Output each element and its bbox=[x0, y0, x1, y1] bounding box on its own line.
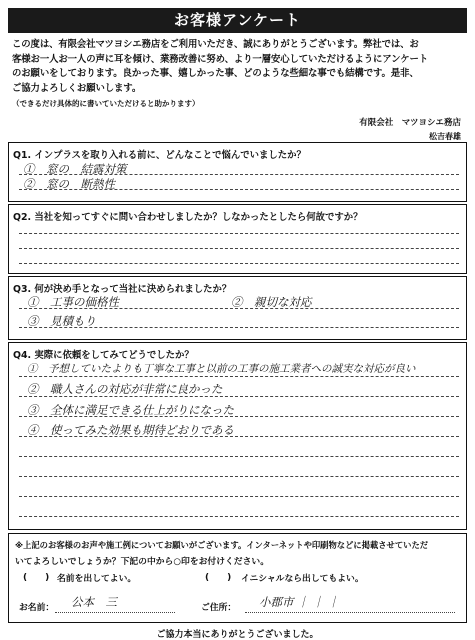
question-box-q1 bbox=[8, 142, 467, 202]
answer-line bbox=[19, 327, 459, 328]
question-box-q4 bbox=[8, 342, 467, 530]
answer-line bbox=[19, 436, 459, 437]
name-value[interactable]: 公本 三 bbox=[71, 595, 117, 609]
answer-text: ③ 見積もり bbox=[27, 314, 96, 328]
intro-line: この度は、有限会社マツヨシエ務店をご利用いただき、誠にありがとうございます。弊社では、お bbox=[12, 39, 419, 50]
page-title: お客様アンケート bbox=[8, 8, 467, 33]
answer-line bbox=[19, 456, 459, 457]
answer-line bbox=[19, 476, 459, 477]
option-name-checkbox[interactable]: ( ) bbox=[23, 573, 50, 583]
intro-text bbox=[12, 38, 468, 96]
answer-line bbox=[19, 248, 459, 249]
answer-text: ④ 使ってみた効果も期待どおりである bbox=[27, 423, 234, 437]
option-initial-label: イニシャルなら出してもよい。 bbox=[241, 574, 364, 584]
option-initial-checkbox[interactable]: ( ) bbox=[205, 573, 232, 583]
answer-line bbox=[19, 174, 459, 175]
answer-line bbox=[19, 496, 459, 497]
footer-thanks: ご協力本当にありがとうございました。 bbox=[156, 630, 319, 640]
answer-line bbox=[19, 516, 459, 517]
answer-line bbox=[19, 189, 459, 190]
consent-text: いてよろしいでしょうか？下記の中から○印をお付けください。 bbox=[15, 557, 269, 567]
intro-line: ご協力よろしくお願いします。 bbox=[12, 82, 142, 94]
answer-text: ① 窓の 結露対策 bbox=[23, 162, 127, 176]
answer-line bbox=[19, 263, 459, 264]
answer-text: ① 予想していたよりも丁寧な工事と以前の工事の施工業者への誠実な対応が良い bbox=[27, 363, 416, 375]
answer-text: ② 職人さんの対応が非常に良かった bbox=[27, 382, 223, 396]
answer-line bbox=[19, 396, 459, 397]
question-text: Q3. 何が決め手となって当社に決められましたか？ bbox=[13, 284, 232, 295]
answer-line bbox=[19, 308, 459, 309]
address-field-line bbox=[245, 612, 455, 613]
address-value[interactable]: 小郡市 ｜ ｜ ｜ bbox=[259, 595, 339, 609]
answer-line bbox=[19, 233, 459, 234]
answer-line bbox=[19, 376, 459, 377]
intro-line: のお願いをしております。良かった事、嬉しかった事、どのような些細な事でも結構です。是非、 bbox=[12, 68, 419, 79]
company-name: 有限会社 マツヨシエ務店 bbox=[359, 118, 461, 128]
question-text: Q4. 実際に依頼をしてみてどうでしたか？ bbox=[13, 350, 194, 361]
consent-box bbox=[8, 533, 467, 623]
person-name: 松吉春雄 bbox=[429, 132, 461, 141]
option-name-label: 名前を出してよい。 bbox=[57, 574, 137, 584]
answer-text: ② 親切な対応 bbox=[231, 295, 312, 309]
name-field-line bbox=[55, 612, 175, 613]
address-label: ご住所： bbox=[201, 603, 237, 613]
consent-text: ※上記のお客様のお声や施工例についてお願いがございます。インターネットや印刷物などに掲載させていただ bbox=[15, 540, 429, 550]
answer-text: ① 工事の価格性 bbox=[27, 295, 119, 309]
question-text: Q2. 当社を知ってすぐに問い合わせしましたか？しなかったとしたら何故ですか？ bbox=[13, 212, 363, 223]
question-text: Q1. インプラスを取り入れる前に、どんなことで悩んでいましたか？ bbox=[13, 150, 306, 161]
intro-note: （できるだけ具体的に書いていただけると助かります） bbox=[12, 99, 200, 108]
name-label: お名前： bbox=[19, 603, 55, 613]
question-box-q2 bbox=[8, 204, 467, 274]
answer-text: ② 窓の 断熱性 bbox=[23, 177, 115, 191]
question-box-q3 bbox=[8, 276, 467, 340]
intro-line: 客様お一人お一人の声に耳を傾け、業務改善に努め、より一層安心していただけるようにアンケート bbox=[12, 53, 429, 65]
answer-text: ③ 全体に満足できる仕上がりになった bbox=[27, 403, 234, 417]
answer-line bbox=[19, 416, 459, 417]
